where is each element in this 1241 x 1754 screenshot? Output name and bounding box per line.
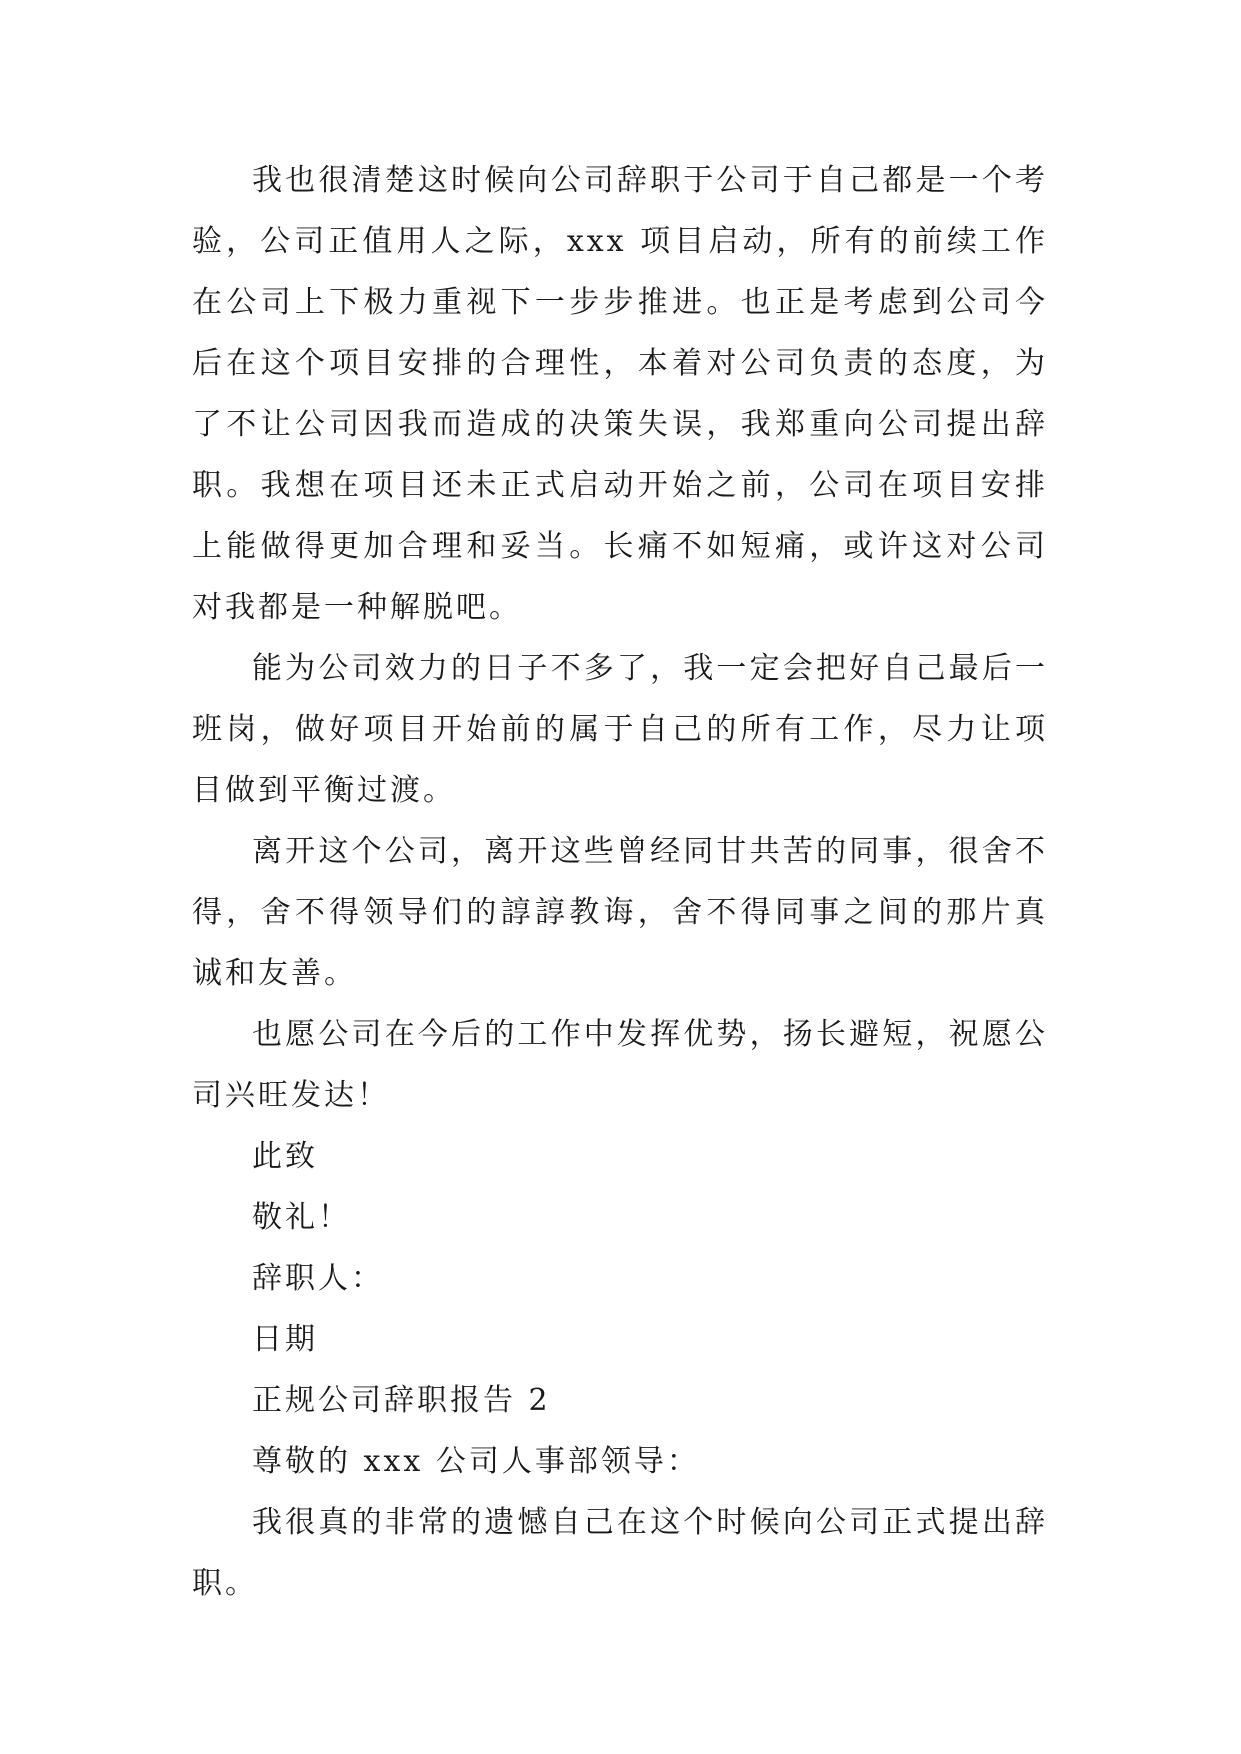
signer-label: 辞职人： bbox=[252, 1261, 384, 1296]
paragraph-regret: 我很真的非常的遗憾自己在这个时候向公司正式提出辞职。 bbox=[192, 1505, 1048, 1601]
document-page bbox=[192, 150, 1048, 1614]
section-title: 正规公司辞职报告 2 bbox=[252, 1383, 551, 1418]
date-label: 日期 bbox=[252, 1322, 318, 1357]
paragraph-farewell: 离开这个公司，离开这些曾经同甘共苦的同事，很舍不得，舍不得领导们的諄諄教诲，舍不得同事之间的那片真诚和友善。 bbox=[192, 834, 1048, 991]
salutation: 尊敬的 xxx 公司人事部领导： bbox=[252, 1444, 700, 1479]
paragraph-resignation-reason: 我也很清楚这时候向公司辞职于公司于自己都是一个考验，公司正值用人之际，xxx 项目启动，所有的前续工作在公司上下极力重视下一步步推进。也正是考虑到公司今后在这个项目安排的合理性，本着对公司负责的态度，为了不让公司因我而造成的决策失误，我郑重向公司提出辞职。我想在项目还未正式启动开始之前，公司在项目安排上能做得更加合理和妥当。长痛不如短痛，或许这对公司对我都是一种解脱吧。 bbox=[192, 163, 1048, 625]
paragraph-last-duty: 能为公司效力的日子不多了，我一定会把好自己最后一班岗，做好项目开始前的属于自己的所有工作，尽力让项目做到平衡过渡。 bbox=[192, 651, 1048, 808]
closing-salute: 敬礼！ bbox=[252, 1200, 351, 1235]
closing-greeting: 此致 bbox=[252, 1139, 318, 1174]
paragraph-wishes: 也愿公司在今后的工作中发挥优势，扬长避短，祝愿公司兴旺发达！ bbox=[192, 1017, 1048, 1113]
